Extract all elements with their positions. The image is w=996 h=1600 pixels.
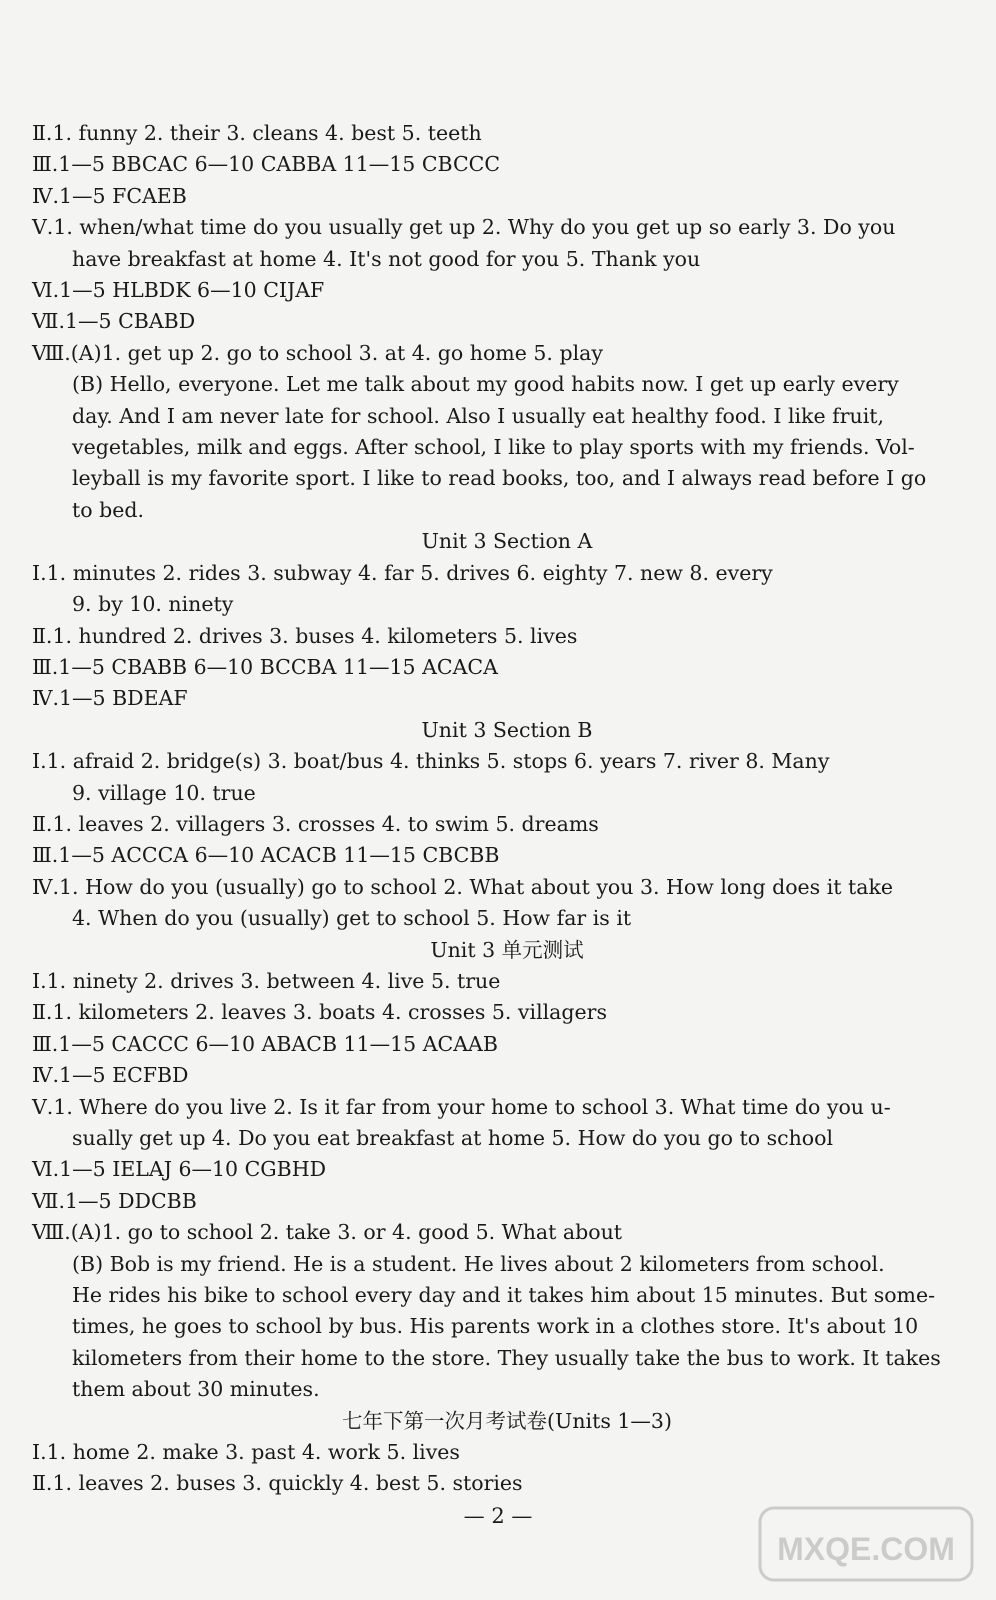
answer-line: Ⅵ.1—5 IELAJ 6—10 CGBHD <box>32 1157 327 1182</box>
answer-line: Ⅳ.1—5 FCAEB <box>32 183 187 208</box>
answer-line: Ⅲ.1—5 ACCCA 6—10 ACACB 11—15 CBCBB <box>32 843 500 868</box>
answer-line: Ⅲ.1—5 CACCC 6—10 ABACB 11—15 ACAAB <box>32 1031 498 1056</box>
answer-line: Ⅱ.1. kilometers 2. leaves 3. boats 4. crosses 5. villagers <box>32 1000 607 1025</box>
answer-line: Ⅵ.1—5 HLBDK 6—10 CIJAF <box>32 278 325 303</box>
answer-line: Ⅰ.1. minutes 2. rides 3. subway 4. far 5. drives 6. eighty 7. new 8. every <box>32 560 773 585</box>
answer-line: Ⅱ.1. leaves 2. villagers 3. crosses 4. to swim 5. dreams <box>32 811 599 836</box>
section-heading: Unit 3 Section B <box>421 717 593 742</box>
watermark-text: MXQE.COM <box>777 1531 955 1567</box>
answer-line: Ⅰ.1. ninety 2. drives 3. between 4. live 5. true <box>32 968 501 993</box>
answer-line: Ⅱ.1. hundred 2. drives 3. buses 4. kilometers 5. lives <box>32 623 578 648</box>
answer-line: Ⅱ.1. leaves 2. buses 3. quickly 4. best 5. stories <box>32 1471 523 1496</box>
answer-line: Ⅱ.1. funny 2. their 3. cleans 4. best 5. teeth <box>32 121 482 145</box>
answer-line: He rides his bike to school every day and it takes him about 15 minutes. But some- <box>72 1283 936 1308</box>
answer-line: them about 30 minutes. <box>72 1377 320 1402</box>
answer-line: Ⅰ.1. afraid 2. bridge(s) 3. boat/bus 4. thinks 5. stops 6. years 7. river 8. Many <box>32 749 830 774</box>
answer-line: kilometers from their home to the store. They usually take the bus to work. It takes <box>72 1345 941 1370</box>
answer-line: Ⅳ.1. How do you (usually) go to school 2. What about you 3. How long does it take <box>32 874 894 899</box>
answer-line: Ⅰ.1. home 2. make 3. past 4. work 5. lives <box>32 1440 460 1465</box>
answer-line: 4. When do you (usually) get to school 5. How far is it <box>72 906 632 931</box>
answer-line: Ⅷ.(A)1. go to school 2. take 3. or 4. good 5. What about <box>32 1220 623 1245</box>
answer-line: day. And I am never late for school. Also I usually eat healthy food. I like fruit, <box>72 403 885 428</box>
answer-line: 9. village 10. true <box>72 780 256 805</box>
answer-line: leyball is my favorite sport. I like to read books, too, and I always read before I go <box>72 466 927 491</box>
answer-line: Ⅲ.1—5 CBABB 6—10 BCCBA 11—15 ACACA <box>32 654 498 679</box>
answer-line: Ⅳ.1—5 BDEAF <box>32 686 188 711</box>
section-heading: Unit 3 Section A <box>421 529 593 554</box>
answer-line: (B) Bob is my friend. He is a student. He lives about 2 kilometers from school. <box>72 1251 885 1276</box>
section-heading: Unit 3 单元测试 <box>430 937 584 962</box>
section-heading: 七年下第一次月考试卷(Units 1—3) <box>342 1408 672 1433</box>
answer-line: (B) Hello, everyone. Let me talk about my good habits now. I get up early every <box>72 372 899 397</box>
answer-line: times, he goes to school by bus. His parents work in a clothes store. It's about 10 <box>72 1314 919 1339</box>
answer-line: Ⅶ.1—5 CBABD <box>32 309 196 334</box>
answer-line: Ⅴ.1. Where do you live 2. Is it far from your home to school 3. What time do you u- <box>32 1094 891 1119</box>
answer-line: Ⅶ.1—5 DDCBB <box>32 1188 197 1213</box>
answer-line: Ⅲ.1—5 BBCAC 6—10 CABBA 11—15 CBCCC <box>32 152 501 177</box>
answer-line: Ⅴ.1. when/what time do you usually get up 2. Why do you get up so early 3. Do you <box>32 215 896 240</box>
page-number: — 2 — <box>463 1504 533 1528</box>
watermark-logo <box>756 1504 976 1584</box>
answer-line: Ⅷ.(A)1. get up 2. go to school 3. at 4. go home 5. play <box>32 340 603 365</box>
answer-line: to bed. <box>72 497 144 522</box>
answer-line: have breakfast at home 4. It's not good for you 5. Thank you <box>72 246 701 271</box>
answer-line: Ⅳ.1—5 ECFBD <box>32 1063 189 1088</box>
answer-key-content <box>32 118 982 1500</box>
answer-line: vegetables, milk and eggs. After school, I like to play sports with my friends. Vol- <box>72 435 915 460</box>
answer-line: sually get up 4. Do you eat breakfast at home 5. How do you go to school <box>72 1126 834 1150</box>
answer-line: 9. by 10. ninety <box>72 592 234 617</box>
